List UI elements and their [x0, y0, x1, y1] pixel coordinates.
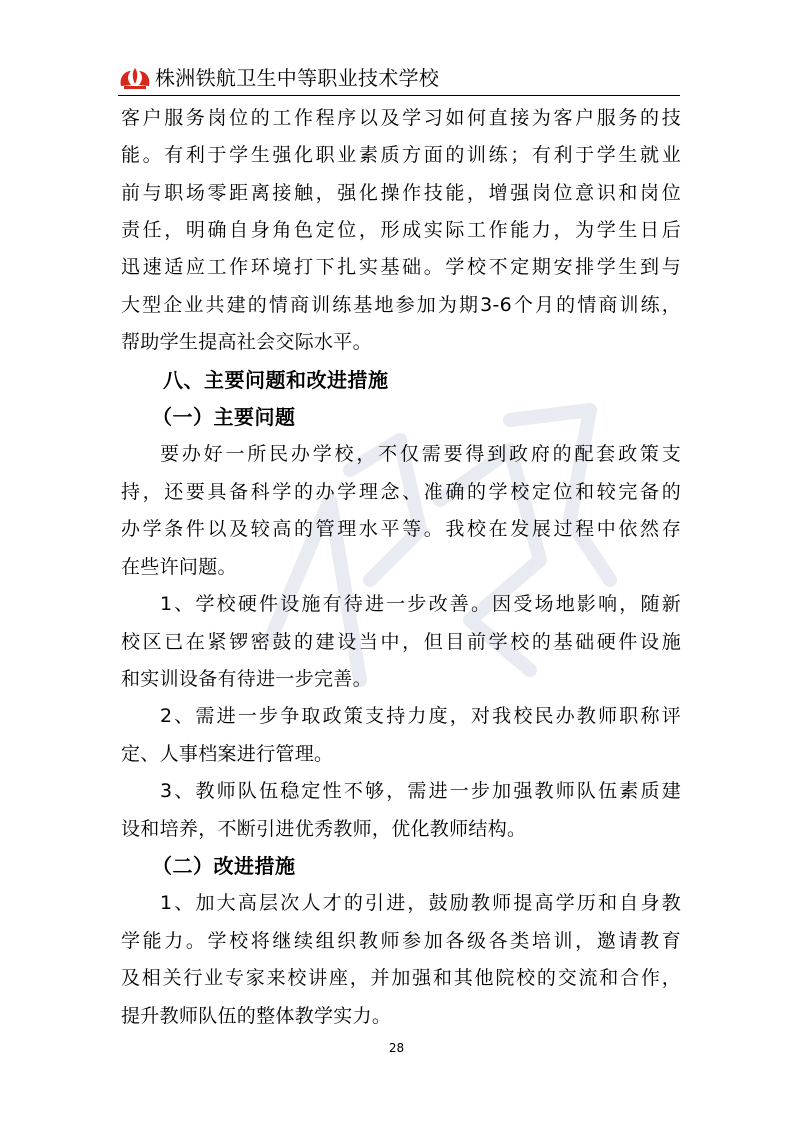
list-item-line: 校区已在紧锣密鼓的建设当中，但目前学校的基础硬件设施: [121, 631, 681, 653]
paragraph-line: 前与职场零距离接触，强化操作技能，增强岗位意识和岗位: [121, 182, 681, 204]
list-item-line: 1、学校硬件设施有待进一步改善。因受场地影响，随新: [160, 593, 681, 615]
page-number: 28: [388, 1041, 405, 1055]
list-item-line: 2、需进一步争取政策支持力度，对我校民办教师职称评: [160, 705, 681, 727]
paragraph-line: 在些许问题。: [121, 556, 237, 578]
paragraph-line: 迅速适应工作环境打下扎实基础。学校不定期安排学生到与: [121, 256, 681, 278]
paragraph-line: 要办好一所民办学校，不仅需要得到政府的配套政策支: [160, 443, 681, 465]
school-name: 株洲铁航卫生中等职业技术学校: [155, 66, 440, 90]
list-item-line: 及相关行业专家来校讲座，并加强和其他院校的交流和合作，: [121, 967, 681, 989]
subsection-heading: （二）改进措施: [152, 854, 296, 878]
list-item-line: 和实训设备有待进一步完善。: [121, 668, 372, 690]
paragraph-line: 责任，明确自身角色定位，形成实际工作能力，为学生日后: [121, 219, 681, 241]
section-heading: 八、主要问题和改进措施: [163, 368, 389, 392]
list-item-line: 定、人事档案进行管理。: [121, 743, 334, 765]
list-item-line: 提升教师队伍的整体教学实力。: [121, 1005, 392, 1027]
paragraph-line: 持，还要具备科学的办学理念、准确的学校定位和较完备的: [121, 481, 681, 503]
list-item-line: 1、加大高层次人才的引进，鼓励教师提高学历和自身教: [160, 892, 681, 914]
subsection-heading: （一）主要问题: [152, 405, 296, 429]
list-item-line: 学能力。学校将继续组织教师参加各级各类培训，邀请教育: [121, 930, 681, 952]
list-item-line: 设和培养，不断引进优秀教师，优化教师结构。: [121, 818, 527, 840]
paragraph-line: 办学条件以及较高的管理水平等。我校在发展过程中依然存: [121, 518, 681, 540]
paragraph-line: 大型企业共建的情商训练基地参加为期3-6个月的情商训练，: [121, 294, 681, 316]
list-item-line: 3、教师队伍稳定性不够，需进一步加强教师队伍素质建: [160, 780, 681, 802]
paragraph-line: 帮助学生提高社会交际水平。: [121, 331, 372, 353]
paragraph-line: 客户服务岗位的工作程序以及学习如何直接为客户服务的技: [121, 107, 681, 129]
paragraph-line: 能。有利于学生强化职业素质方面的训练；有利于学生就业: [121, 144, 681, 166]
